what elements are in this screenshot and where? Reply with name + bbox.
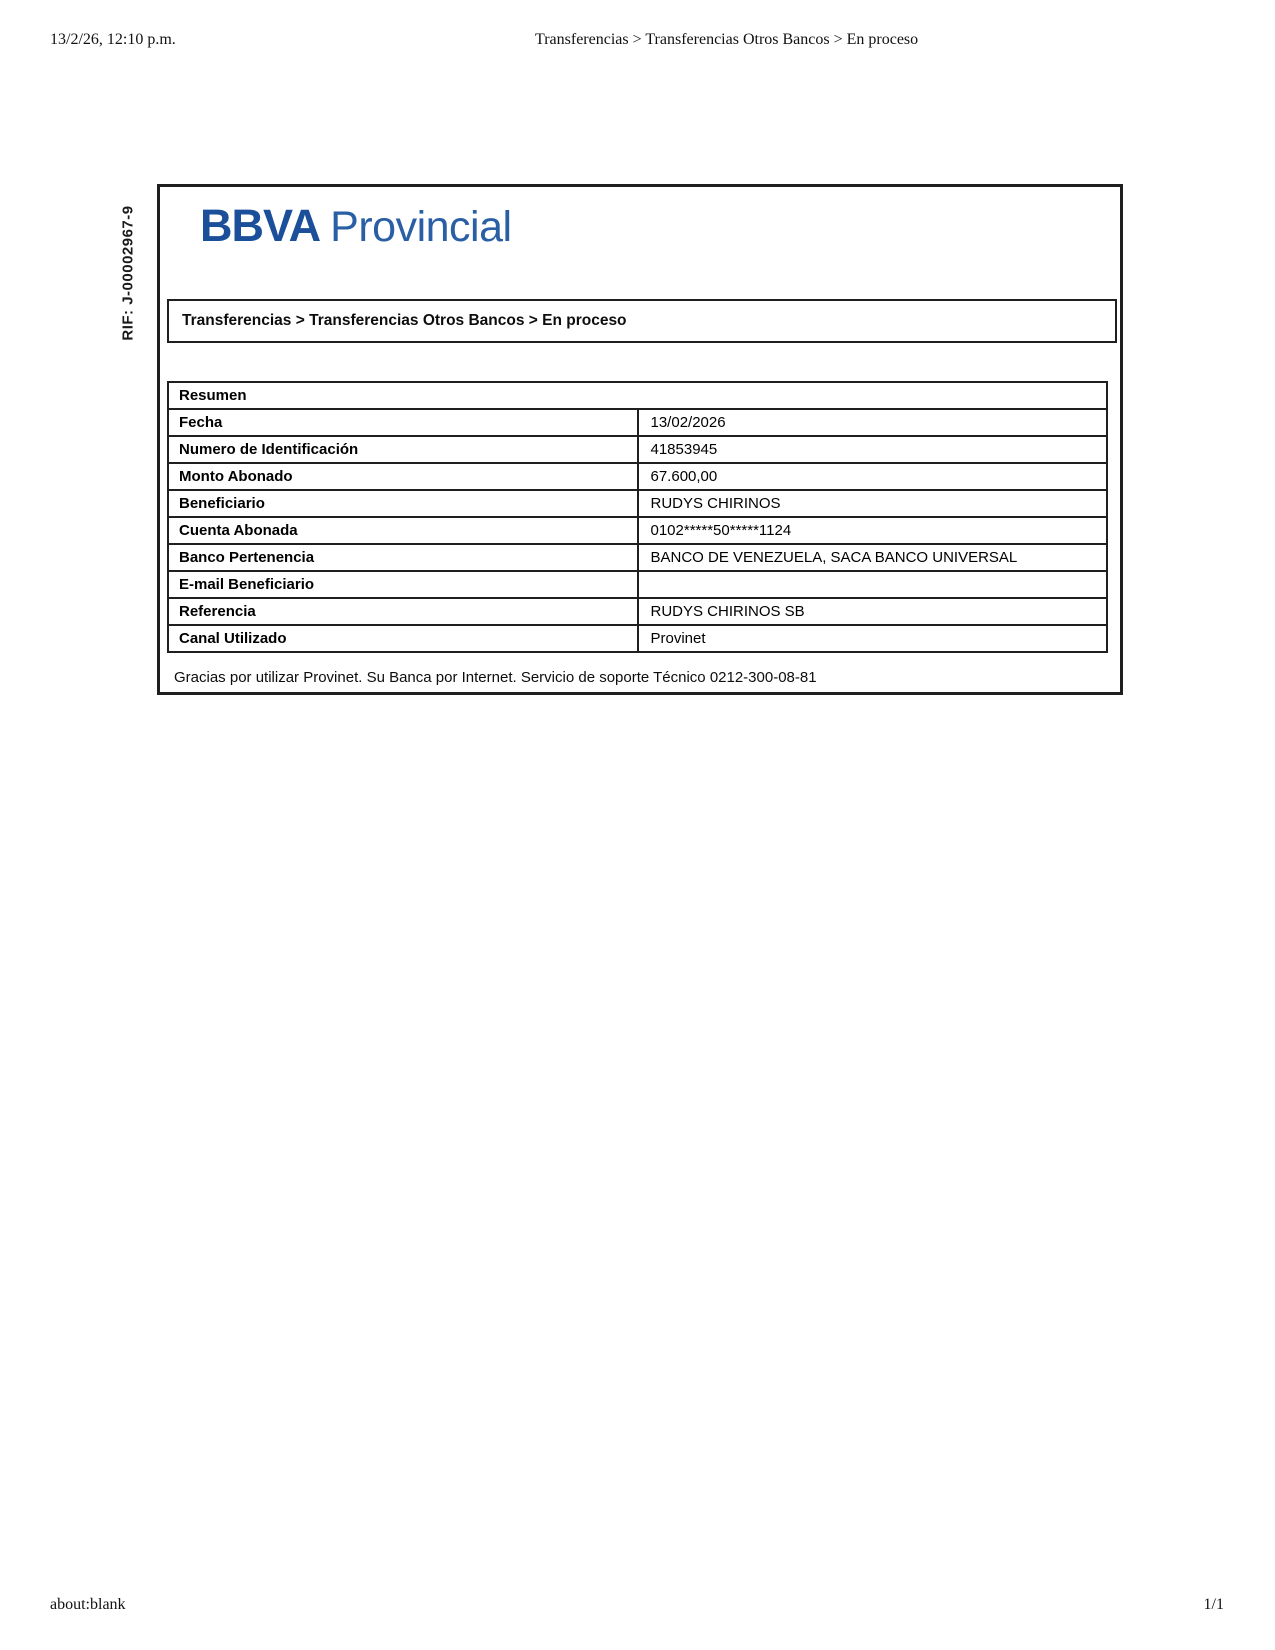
breadcrumb-text: Transferencias > Transferencias Otros Bancos > En proceso — [182, 312, 627, 329]
table-row — [168, 598, 1107, 625]
row-value: 0102*****50*****1124 — [638, 517, 1108, 544]
row-label: Monto Abonado — [168, 463, 638, 490]
row-value: 41853945 — [638, 436, 1108, 463]
row-label: Canal Utilizado — [168, 625, 638, 652]
table-row — [168, 463, 1107, 490]
row-value: 13/02/2026 — [638, 409, 1108, 436]
print-footer-url: about:blank — [50, 1596, 126, 1613]
row-value — [638, 571, 1108, 598]
logo-suffix-text: Provincial — [330, 203, 512, 251]
row-label: Banco Pertenencia — [168, 544, 638, 571]
breadcrumb — [167, 299, 1117, 343]
table-row — [168, 544, 1107, 571]
summary-table — [167, 381, 1108, 653]
row-value: 67.600,00 — [638, 463, 1108, 490]
bbva-provincial-logo — [200, 200, 512, 251]
table-row — [168, 409, 1107, 436]
row-value: RUDYS CHIRINOS — [638, 490, 1108, 517]
print-header-title: Transferencias > Transferencias Otros Bancos > En proceso — [535, 31, 919, 48]
print-header-datetime: 13/2/26, 12:10 p.m. — [50, 31, 176, 48]
row-label: Cuenta Abonada — [168, 517, 638, 544]
row-value: BANCO DE VENEZUELA, SACA BANCO UNIVERSAL — [638, 544, 1108, 571]
row-label: Referencia — [168, 598, 638, 625]
row-label: Fecha — [168, 409, 638, 436]
row-value: RUDYS CHIRINOS SB — [638, 598, 1108, 625]
table-header-cell: Resumen — [168, 382, 1107, 409]
table-row — [168, 625, 1107, 652]
rif-vertical-label: RIF: J-00002967-9 — [119, 205, 137, 341]
receipt-box — [157, 184, 1123, 695]
support-note: Gracias por utilizar Provinet. Su Banca por Internet. Servicio de soporte Técnico 0212-300-08-81 — [174, 669, 817, 686]
row-label: E-mail Beneficiario — [168, 571, 638, 598]
table-row — [168, 436, 1107, 463]
table-row — [168, 517, 1107, 544]
row-label: Numero de Identificación — [168, 436, 638, 463]
table-row — [168, 571, 1107, 598]
table-row — [168, 490, 1107, 517]
table-header-row — [168, 382, 1107, 409]
print-footer-page-indicator: 1/1 — [1203, 1596, 1224, 1613]
row-label: Beneficiario — [168, 490, 638, 517]
logo-brand-text: BBVA — [200, 200, 321, 251]
row-value: Provinet — [638, 625, 1108, 652]
